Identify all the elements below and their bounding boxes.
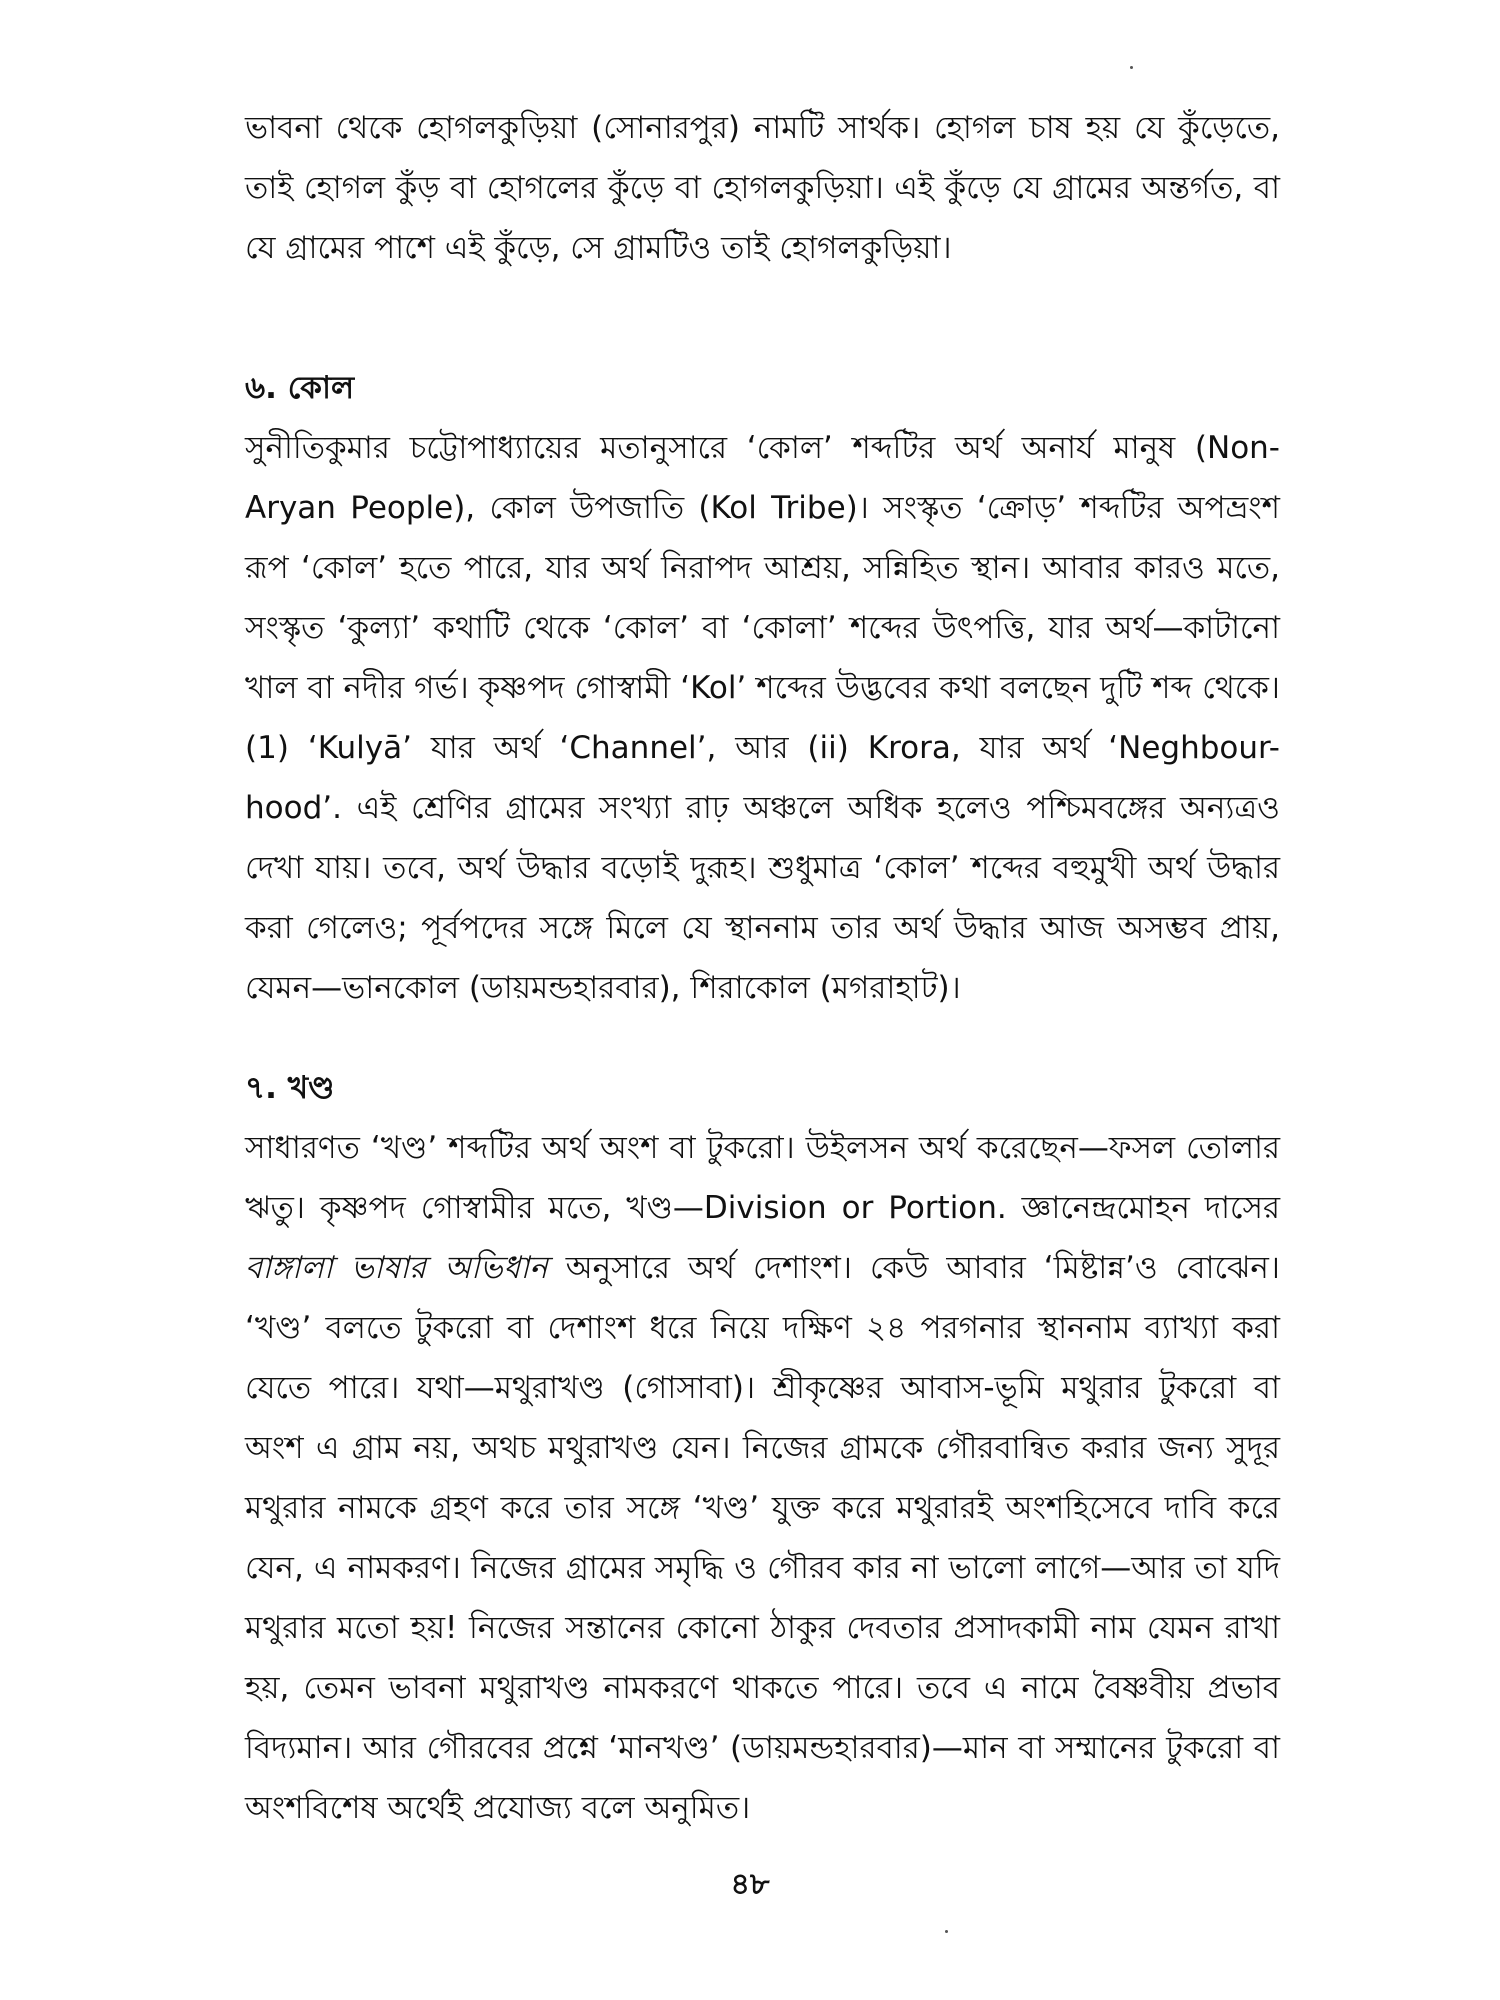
scan-speck [945,1930,948,1933]
page-number: ৪৮ [730,1867,770,1902]
section-body-kol: সুনীতিকুমার চট্টোপাধ্যায়ের মতানুসারে ‘কোল’ শব্দটির অর্থ অনার্য মানুষ (Non-Aryan People), কোল উপজাতি (Kol Tribe)। সংস্কৃত ‘ক্রোড়’ শব্দটির অপভ্রংশ রূপ ‘কোল’ হতে পারে, যার অর্থ নিরাপদ আশ্রয়, সন্নিহিত স্থান। আবার কারও মতে, সংস্কৃত ‘কুল্যা’ কথাটি থেকে ‘কোল’ বা ‘কোলা’ শব্দের উৎপত্তি, যার অর্থ—কাটানো খাল বা নদীর গর্ভ। কৃষ্ণপদ গোস্বামী ‘Kol’ শব্দের উদ্ভবের কথা বলছেন দুটি শব্দ থেকে। (1) ‘Kulyā’ যার অর্থ ‘Channel’, আর (ii) Krora, যার অর্থ ‘Neghbour-hood’. এই শ্রেণির গ্রামের সংখ্যা রাঢ় অঞ্চলে অধিক হলেও পশ্চিমবঙ্গের অন্যত্রও দেখা যায়। তবে, অর্থ উদ্ধার বড়োই দুরূহ। শুধুমাত্র ‘কোল’ শব্দের বহুমুখী অর্থ উদ্ধার করা গেলেও; পূর্বপদের সঙ্গে মিলে যে স্থাননাম তার অর্থ উদ্ধার আজ অসম্ভব প্রায়, যেমন—ভানকোল (ডায়মন্ডহারবার), শিরাকোল (মগরাহাট)। [245,430,1280,1006]
dictionary-title: বাঙ্গালা ভাষার অভিধান [245,1250,548,1286]
section-body-khanda-part-1: সাধারণত ‘খণ্ড’ শব্দটির অর্থ অংশ বা টুকরো। উইলসন অর্থ করেছেন—ফসল তোলার ঋতু। কৃষ্ণপদ গোস্বামীর মতে, খণ্ড—Division or Portion. জ্ঞানেন্দ্রমোহন দাসের [245,1130,1280,1226]
intro-paragraph: ভাবনা থেকে হোগলকুড়িয়া (সোনারপুর) নামটি সার্থক। হোগল চাষ হয় যে কুঁড়েতে, তাই হোগল কুঁড় বা হোগলের কুঁড়ে বা হোগলকুড়িয়া। এই কুঁড়ে যে গ্রামের অন্তর্গত, বা যে গ্রামের পাশে এই কুঁড়ে, সে গ্রামটিও তাই হোগলকুড়িয়া। [245,110,1280,266]
section-body-khanda [245,1118,1280,1838]
section-heading-khanda: ৭. খণ্ড [245,1070,335,1106]
section-heading-kol: ৬. কোল [245,370,355,406]
section-body-khanda-part-2: অনুসারে অর্থ দেশাংশ। কেউ আবার ‘মিষ্টান্ন’ও বোঝেন। ‘খণ্ড’ বলতে টুকরো বা দেশাংশ ধরে নিয়ে দক্ষিণ ২৪ পরগনার স্থাননাম ব্যাখ্যা করা যেতে পারে। যথা—মথুরাখণ্ড (গোসাবা)। শ্রীকৃষ্ণের আবাস-ভূমি মথুরার টুকরো বা অংশ এ গ্রাম নয়, অথচ মথুরাখণ্ড যেন। নিজের গ্রামকে গৌরবান্বিত করার জন্য সুদূর মথুরার নামকে গ্রহণ করে তার সঙ্গে ‘খণ্ড’ যুক্ত করে মথুরারই অংশহিসেবে দাবি করে যেন, এ নামকরণ। নিজের গ্রামের সমৃদ্ধি ও গৌরব কার না ভালো লাগে—আর তা যদি মথুরার মতো হয়! নিজের সন্তানের কোনো ঠাকুর দেবতার প্রসাদকামী নাম যেমন রাখা হয়, তেমন ভাবনা মথুরাখণ্ড নামকরণে থাকতে পারে। তবে এ নামে বৈষ্ণবীয় প্রভাব বিদ্যমান। আর গৌরবের প্রশ্নে ‘মানখণ্ড’ (ডায়মন্ডহারবার)—মান বা সম্মানের টুকরো বা অংশবিশেষ অর্থেই প্রযোজ্য বলে অনুমিত। [245,1250,1280,1826]
scan-speck [1130,66,1133,69]
